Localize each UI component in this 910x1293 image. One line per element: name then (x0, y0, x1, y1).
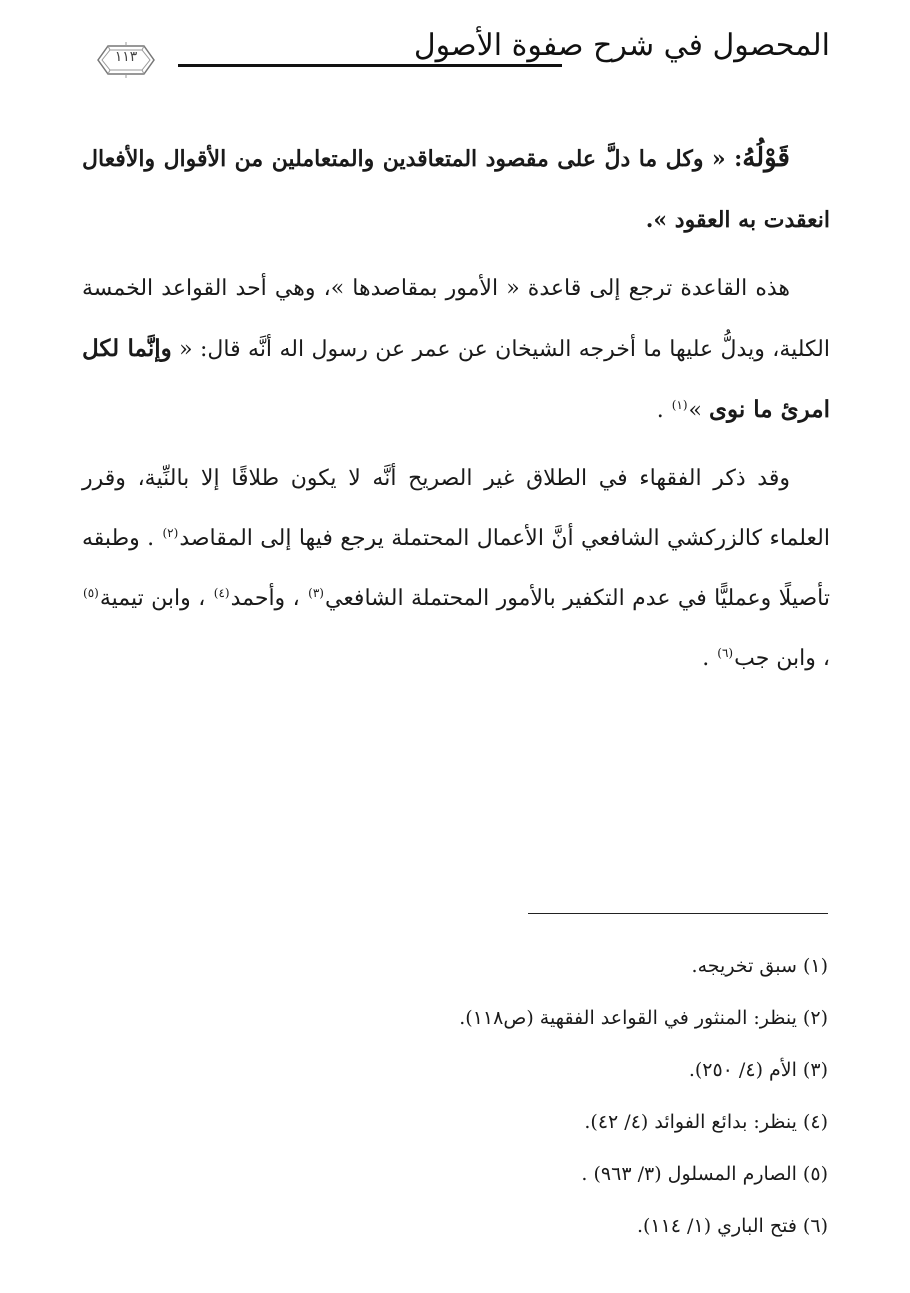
main-text (82, 128, 830, 697)
footnote-ref[interactable]: (٦) (717, 645, 734, 660)
footnote-item: (٦) فتح الباري (١/ ١١٤). (636, 1215, 828, 1237)
footnote-item: (١) سبق تخريجه. (691, 955, 828, 977)
footnote-item: (٢) ينظر: المنثور في القواعد الفقهية (ص١١٨). (459, 1007, 828, 1029)
footnote-ref[interactable]: (٢) (162, 525, 179, 540)
header-rule (178, 64, 562, 67)
paragraph-jurists (82, 449, 830, 689)
page-number-frame (92, 40, 160, 80)
jurists-text: وقد ذكر الفقهاء في الطلاق غير الصريح أنَّه لا يكون طلاقًا إلا بالنِّية، وقرر العلماء كالزركشي الشافعي أنَّ الأعمال المحتملة يرجع فيها إلى المقاصد (82, 466, 830, 551)
lead-word: قَوْلُهُ (742, 143, 790, 173)
hadith-text: وإنَّما لكل امرئ ما نوى (82, 335, 830, 423)
sentence-end: . (656, 398, 671, 423)
sentence-end: . (702, 646, 717, 671)
quote-close: » (688, 398, 709, 423)
footnote-ref[interactable]: (٥) (83, 585, 99, 600)
footnote-item: (٥) الصارم المسلول (٣/ ٩٦٣) . (581, 1163, 828, 1185)
jurists-text: ، وابن تيمية (99, 586, 213, 611)
footnote-separator (528, 913, 828, 914)
footnotes (80, 940, 828, 1252)
paragraph-explanation (82, 259, 830, 441)
jurists-text: ، وابن جب (734, 646, 830, 671)
book-title: المحصول في شرح صفوة الأصول (413, 28, 830, 63)
footnote-item: (٤) ينظر: بدائع الفوائد (٤/ ٤٢). (584, 1111, 828, 1133)
footnote-ref[interactable]: (٤) (213, 585, 230, 600)
paragraph-rule-statement (82, 128, 830, 251)
footnote-ref[interactable]: (١) (671, 397, 688, 412)
jurists-text: ، وأحمد (230, 586, 308, 611)
page-number: ١١٣ (114, 49, 138, 65)
footnote-item: (٣) الأم (٤/ ٢٥٠). (688, 1059, 828, 1081)
footnote-ref[interactable]: (٣) (308, 585, 324, 600)
jurists-text: . وطبقه تأصيلًا وعمليًّا في عدم التكفير بالأمور المحتملة الشافعي (82, 526, 830, 611)
page-header (82, 22, 830, 82)
explanation-text: هذه القاعدة ترجع إلى قاعدة « الأمور بمقاصدها »، وهي أحد القواعد الخمسة الكلية، ويدلُّ عليها ما أخرجه الشيخان عن عمر عن رسول اله أنَّه قال: « (82, 276, 830, 362)
rule-text: : « وكل ما دلَّ على مقصود المتعاقدين والمتعاملين من الأقوال والأفعال انعقدت به العقود ». (82, 146, 830, 233)
